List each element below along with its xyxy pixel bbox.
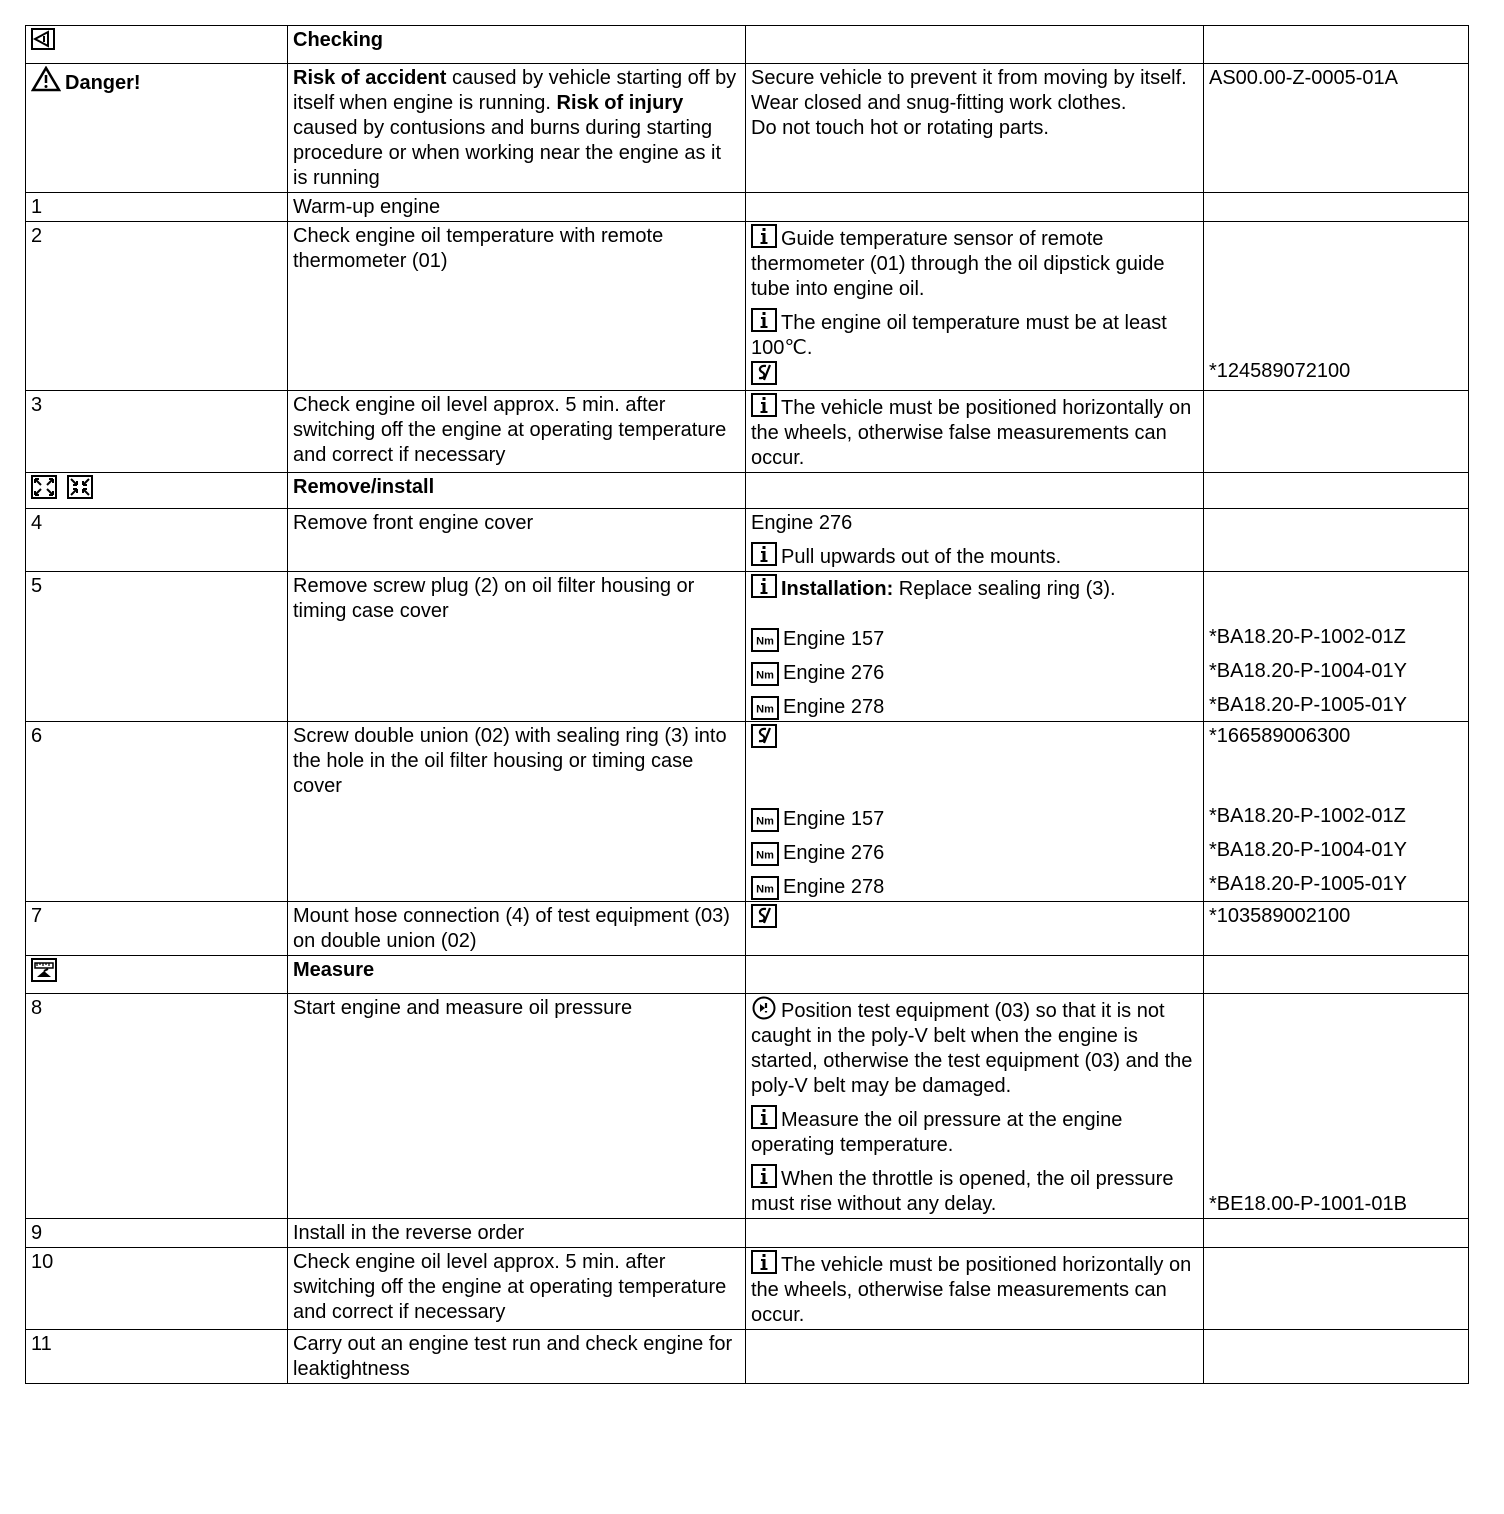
step-number: 11: [26, 1330, 288, 1384]
step-ref: *BE18.00-P-1001-01B: [1209, 1193, 1407, 1215]
caution-icon: [751, 996, 777, 1020]
step-row: [26, 1330, 1469, 1384]
step-text: Mount hose connection (4) of test equipment (03) on double union (02): [288, 902, 746, 956]
section-row-measure: [26, 956, 1469, 994]
step-row: [26, 994, 1469, 1219]
step-number: 5: [26, 572, 288, 722]
danger-label-cell: [26, 64, 288, 193]
info-icon: [751, 1164, 777, 1188]
torque-nm-icon: [751, 696, 779, 720]
step-text: Check engine oil temperature with remote thermometer (01): [288, 222, 746, 391]
step-ref: *124589072100: [1209, 360, 1351, 382]
step-text: Remove screw plug (2) on oil filter housing or timing case cover: [288, 572, 746, 722]
step-ref: *BA18.20-P-1004-01Y: [1209, 839, 1407, 861]
info-icon: [751, 542, 777, 566]
step-text: Warm-up engine: [288, 193, 746, 222]
section-icon-cell: [26, 956, 288, 994]
section-title: Checking: [288, 26, 746, 64]
step-ref: *BA18.20-P-1004-01Y: [1209, 660, 1407, 682]
section-title: Remove/install: [288, 473, 746, 509]
step-notes: The vehicle must be positioned horizontally on the wheels, otherwise false measurements can occur.: [746, 1248, 1204, 1330]
step-number: 6: [26, 722, 288, 902]
info-icon: [751, 308, 777, 332]
step-text: Check engine oil level approx. 5 min. after switching off the engine at operating temperature and correct if necessary: [288, 1248, 746, 1330]
checking-icon: [31, 28, 55, 50]
step-text: Screw double union (02) with sealing ring (3) into the hole in the oil filter housing or timing case cover: [288, 722, 746, 902]
step-row: [26, 902, 1469, 956]
danger-label: Danger!: [65, 72, 141, 94]
step-notes: The vehicle must be positioned horizontally on the wheels, otherwise false measurements can occur.: [746, 391, 1204, 473]
step-row: [26, 193, 1469, 222]
step-ref: *BA18.20-P-1005-01Y: [1209, 873, 1407, 895]
step-row: [26, 572, 1469, 722]
step-notes: [746, 902, 1204, 956]
step-row: [26, 1219, 1469, 1248]
step-number: 7: [26, 902, 288, 956]
svg-text:Nm: Nm: [756, 849, 774, 862]
step-ref-cell: [1204, 722, 1469, 902]
step-text: Remove front engine cover: [288, 509, 746, 572]
step-number: 9: [26, 1219, 288, 1248]
step-notes: Installation: Replace sealing ring (3). Nm Engine 157 Nm Engine 276 Nm Engine 278: [746, 572, 1204, 722]
section-icon-cell: [26, 473, 288, 509]
info-icon: [751, 1250, 777, 1274]
step-ref: *166589006300: [1209, 725, 1351, 747]
step-notes: Nm Engine 157 Nm Engine 276 Nm Engine 278: [746, 722, 1204, 902]
info-icon: [751, 574, 777, 598]
warning-triangle-icon: [31, 66, 61, 92]
measure-icon: [31, 958, 57, 982]
svg-text:Nm: Nm: [756, 635, 774, 648]
step-ref: *BA18.20-P-1002-01Z: [1209, 626, 1406, 648]
step-row: [26, 391, 1469, 473]
step-number: 2: [26, 222, 288, 391]
torque-nm-icon: [751, 662, 779, 686]
remove-icon: [31, 475, 57, 499]
svg-text:Nm: Nm: [756, 703, 774, 716]
danger-description: Risk of accident caused by vehicle starting off by itself when engine is running. Risk of injury caused by contusions and burns during starting procedure or when working near the engine as it is running: [288, 64, 746, 193]
section-title: Measure: [288, 956, 746, 994]
step-ref: *BA18.20-P-1005-01Y: [1209, 694, 1407, 716]
step-number: 10: [26, 1248, 288, 1330]
step-number: 4: [26, 509, 288, 572]
svg-text:Nm: Nm: [756, 883, 774, 896]
torque-nm-icon: [751, 628, 779, 652]
step-row: [26, 1248, 1469, 1330]
install-icon: [67, 475, 93, 499]
step-text: Check engine oil level approx. 5 min. after switching off the engine at operating temperature and correct if necessary: [288, 391, 746, 473]
step-row: [26, 509, 1469, 572]
torque-nm-icon: [751, 842, 779, 866]
section-row-remove-install: [26, 473, 1469, 509]
info-icon: [751, 393, 777, 417]
step-number: 8: [26, 994, 288, 1219]
step-text: Install in the reverse order: [288, 1219, 746, 1248]
torque-nm-icon: [751, 808, 779, 832]
info-icon: [751, 1105, 777, 1129]
special-tool-icon: [751, 724, 777, 748]
danger-actions: Secure vehicle to prevent it from moving by itself. Wear closed and snug-fitting work clothes. Do not touch hot or rotating parts.: [746, 64, 1204, 193]
step-row: [26, 222, 1469, 391]
torque-nm-icon: [751, 876, 779, 900]
special-tool-icon: [751, 361, 777, 385]
step-text: Start engine and measure oil pressure: [288, 994, 746, 1219]
step-ref-cell: [1204, 994, 1469, 1219]
step-notes: Position test equipment (03) so that it is not caught in the poly-V belt when the engine is started, otherwise the test equipment (03) and the poly-V belt may be damaged. Measure the oil pressure at the engine operating temperature. When the throttle is opened, the oil pressure must rise without any delay.: [746, 994, 1204, 1219]
section-icon-cell: [26, 26, 288, 64]
info-icon: [751, 224, 777, 248]
procedure-table: [25, 25, 1469, 1384]
danger-ref: AS00.00-Z-0005-01A: [1204, 64, 1469, 193]
step-notes: Guide temperature sensor of remote thermometer (01) through the oil dipstick guide tube into engine oil. The engine oil temperature must be at least 100℃.: [746, 222, 1204, 391]
step-ref: *103589002100: [1204, 902, 1469, 956]
step-number: 1: [26, 193, 288, 222]
special-tool-icon: [751, 904, 777, 928]
step-ref-cell: [1204, 222, 1469, 391]
svg-text:Nm: Nm: [756, 669, 774, 682]
step-ref-cell: [1204, 572, 1469, 722]
svg-text:Nm: Nm: [756, 815, 774, 828]
step-notes: Engine 276 Pull upwards out of the mounts.: [746, 509, 1204, 572]
danger-row: [26, 64, 1469, 193]
step-text: Carry out an engine test run and check engine for leaktightness: [288, 1330, 746, 1384]
section-row-checking: [26, 26, 1469, 64]
step-ref: *BA18.20-P-1002-01Z: [1209, 805, 1406, 827]
step-row: [26, 722, 1469, 902]
step-number: 3: [26, 391, 288, 473]
